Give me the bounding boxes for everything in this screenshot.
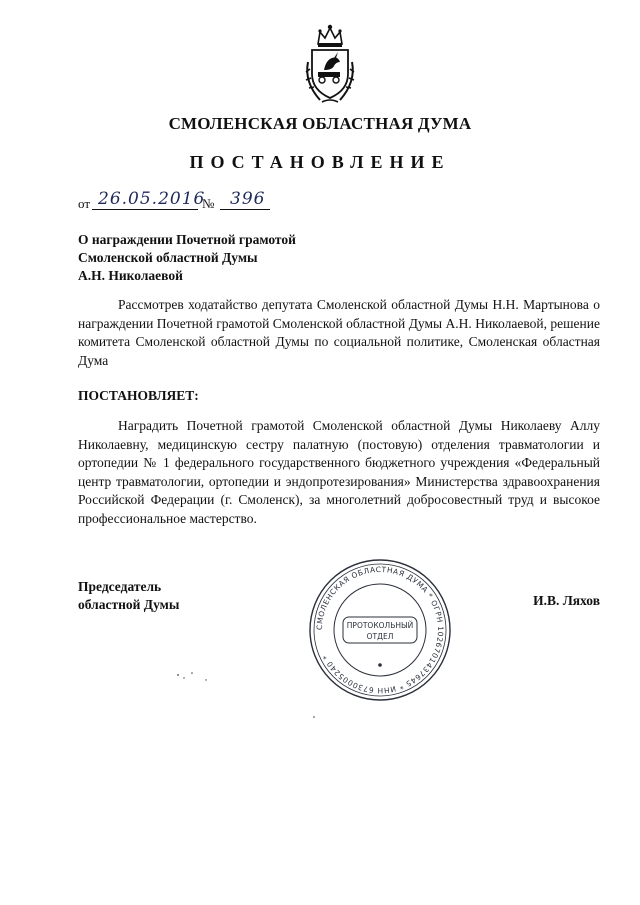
handwritten-date: 26.05.2016 <box>98 189 206 209</box>
stamp-center-line1: ПРОТОКОЛЬНЫЙ <box>346 621 414 630</box>
organization-title: СМОЛЕНСКАЯ ОБЛАСТНАЯ ДУМА <box>168 114 472 133</box>
subject-block <box>78 231 296 285</box>
date-underline <box>92 209 198 210</box>
signatory-name: И.В. Ляхов <box>533 593 600 608</box>
date-from-label: от <box>78 196 91 211</box>
resolves-heading: ПОСТАНОВЛЯЕТ: <box>78 388 199 403</box>
preamble-paragraph: Рассмотрев ходатайство депутата Смоленской областной Думы Н.Н. Мартынова о награждении Почетной грамотой Смоленской областной Думы А.Н. Николаевой, решение комитета Смоленской областной Думы по социальной политике, Смоленская областная Дума <box>78 297 600 368</box>
handwritten-number: 396 <box>230 189 266 209</box>
decision-paragraph: Наградить Почетной грамотой Смоленской областной Думы Николаеву Аллу Николаевну, медицинскую сестру палатную (постовую) отделения травматологии и ортопедии № 1 федерального государственного бюджетного учреждения «Федеральный центр травматологии, ортопедии и эндопротезирования» Министерства здравоохранения Российской Федерации (г. Смоленск), за многолетний добросовестный труд и высокое профессиональное мастерство. <box>78 418 600 526</box>
signatory-title: Председатель областной Думы <box>78 579 180 612</box>
number-underline <box>220 209 270 210</box>
subject-line: А.Н. Николаевой <box>78 268 183 283</box>
subject-line: О награждении Почетной грамотой <box>78 232 296 247</box>
stamp-ring-text: СМОЛЕНСКАЯ ОБЛАСТНАЯ ДУМА * ОГРН 1026701437645 * ИНН 6730005240 * <box>314 564 446 696</box>
subject-line: Смоленской областной Думы <box>78 250 258 265</box>
scan-artifacts <box>170 665 370 725</box>
document-type-heading: ПОСТАНОВЛЕНИЕ <box>189 152 451 172</box>
stamp-center-line2: ОТДЕЛ <box>366 632 394 641</box>
date-number-line <box>78 188 378 212</box>
coat-of-arms-emblem <box>298 22 362 106</box>
number-label: № <box>202 196 215 211</box>
